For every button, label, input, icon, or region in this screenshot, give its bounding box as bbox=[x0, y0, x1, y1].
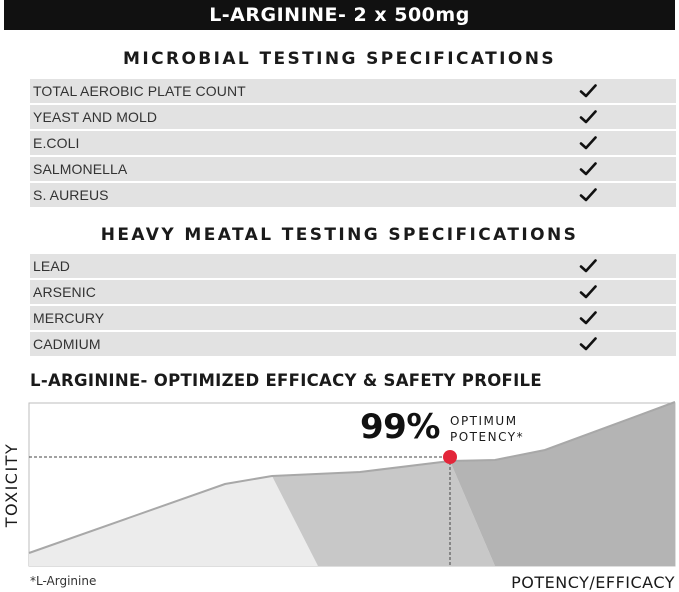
microbial-table bbox=[30, 79, 676, 209]
check-icon bbox=[579, 336, 597, 352]
check-icon bbox=[579, 187, 597, 203]
row-label: S. AUREUS bbox=[33, 187, 109, 203]
table-row bbox=[30, 254, 676, 278]
row-label: E.COLI bbox=[33, 135, 80, 151]
optimum-label-line2: POTENCY* bbox=[450, 430, 525, 444]
check-icon bbox=[579, 161, 597, 177]
row-label: TOTAL AEROBIC PLATE COUNT bbox=[33, 83, 246, 99]
check-icon bbox=[579, 258, 597, 274]
x-axis-label: POTENCY/EFFICACY bbox=[511, 573, 675, 592]
table-row bbox=[30, 183, 676, 207]
check-icon bbox=[579, 109, 597, 125]
y-axis-label: TOXICITY bbox=[2, 442, 21, 528]
check-icon bbox=[579, 83, 597, 99]
product-title: L-ARGININE- 2 x 500mg bbox=[209, 4, 470, 26]
row-label: MERCURY bbox=[33, 310, 105, 326]
profile-heading: L-ARGININE- OPTIMIZED EFFICACY & SAFETY PROFILE bbox=[30, 371, 542, 390]
row-label: YEAST AND MOLD bbox=[33, 109, 158, 125]
row-label: CADMIUM bbox=[33, 336, 101, 352]
table-row bbox=[30, 131, 676, 155]
table-row bbox=[30, 306, 676, 330]
optimum-label-line1: OPTIMUM bbox=[450, 414, 518, 428]
check-icon bbox=[579, 310, 597, 326]
product-title-bar bbox=[4, 0, 675, 30]
check-icon bbox=[579, 135, 597, 151]
table-row bbox=[30, 157, 676, 181]
heavy-metal-heading: HEAVY MEATAL TESTING SPECIFICATIONS bbox=[100, 225, 579, 245]
optimum-percent: 99% bbox=[360, 407, 440, 447]
heavy-metal-table bbox=[30, 254, 676, 358]
row-label: ARSENIC bbox=[33, 284, 96, 300]
optimum-marker-dot bbox=[443, 450, 457, 464]
check-icon bbox=[579, 284, 597, 300]
optimum-potency-label bbox=[450, 413, 524, 445]
footnote: *L-Arginine bbox=[30, 574, 97, 588]
table-row bbox=[30, 79, 676, 103]
microbial-heading: MICROBIAL TESTING SPECIFICATIONS bbox=[123, 49, 556, 69]
row-label: LEAD bbox=[33, 258, 70, 274]
table-row bbox=[30, 105, 676, 129]
table-row bbox=[30, 280, 676, 304]
efficacy-safety-chart bbox=[0, 398, 679, 570]
row-label: SALMONELLA bbox=[33, 161, 128, 177]
table-row bbox=[30, 332, 676, 356]
